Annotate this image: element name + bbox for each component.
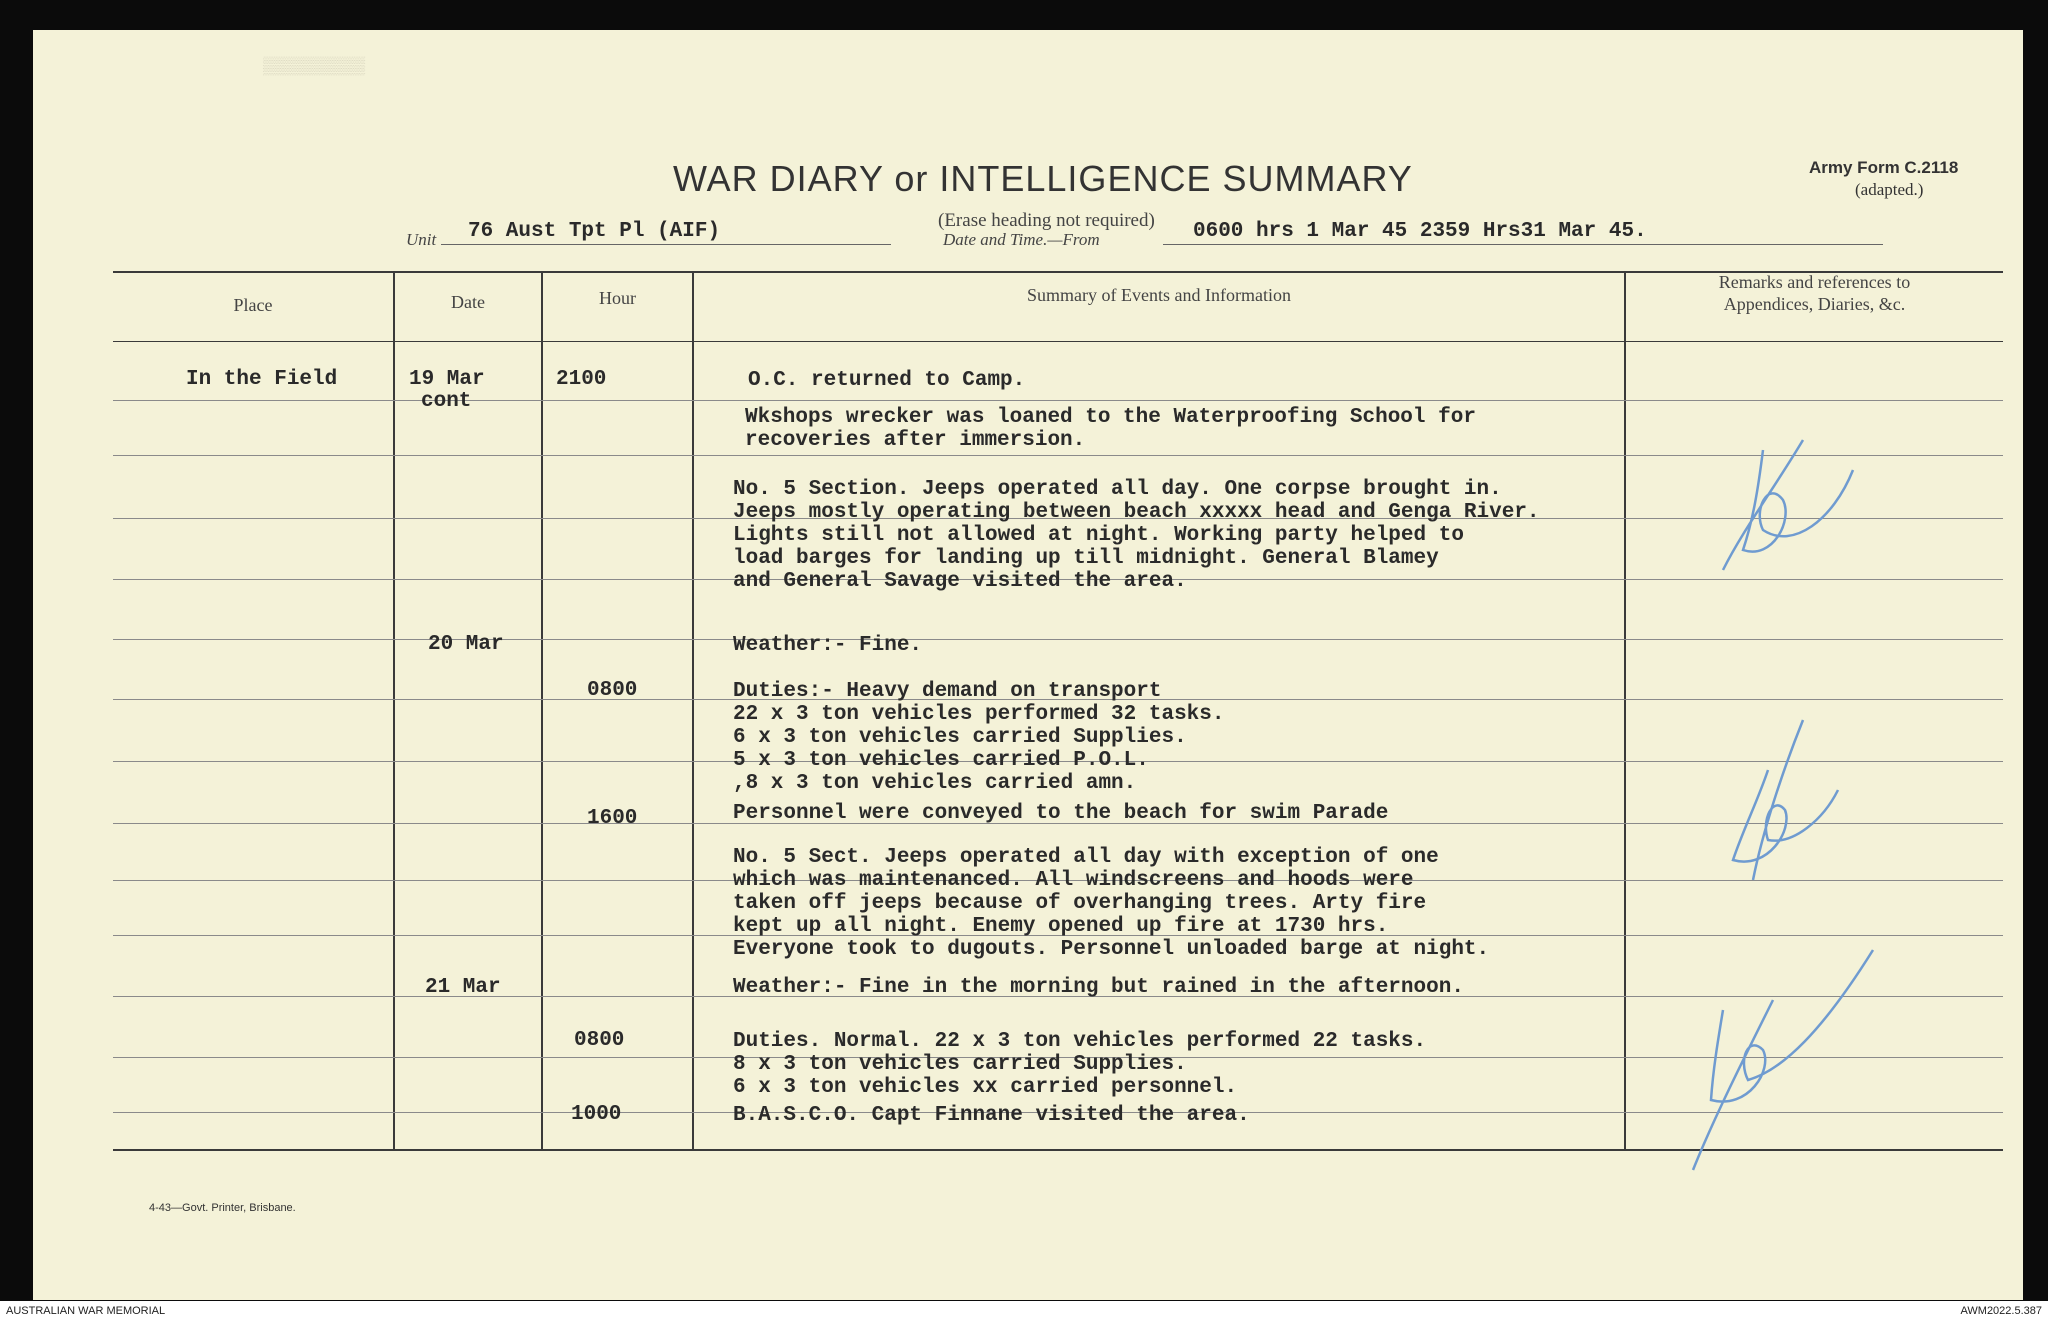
- archive-caption-bar: [0, 1301, 2048, 1321]
- form-number: Army Form C.2118: [1809, 158, 1959, 177]
- col-divider-place: [393, 271, 395, 1151]
- date-line: [1163, 244, 1883, 245]
- archive-reference: AWM2022.5.387: [1960, 1305, 2042, 1317]
- date-label: Date and Time.—From: [943, 230, 1100, 249]
- page-subtitle: (Erase heading not required): [938, 210, 1155, 231]
- col-divider-hour: [692, 271, 694, 1151]
- date-value: 0600 hrs 1 Mar 45 2359 Hrs31 Mar 45.: [1193, 220, 1647, 243]
- entry-line: ,8 x 3 ton vehicles carried amn.: [733, 772, 1137, 795]
- entry-line: load barges for landing up till midnight. General Blamey: [733, 547, 1439, 570]
- form-note: (adapted.): [1855, 180, 1924, 199]
- header-date: Date: [451, 292, 485, 312]
- entry-line: Wkshops wrecker was loaned to the Waterproofing School for: [745, 406, 1476, 429]
- date-cell: 20 Mar: [428, 633, 504, 656]
- col-divider-date: [541, 271, 543, 1151]
- entry-line: taken off jeeps because of overhanging trees. Arty fire: [733, 892, 1427, 915]
- entry-line: kept up all night. Enemy opened up fire at 1730 hrs.: [733, 915, 1389, 938]
- unit-label: Unit: [406, 230, 437, 249]
- entry-line: Duties:- Heavy demand on transport: [733, 680, 1162, 703]
- place-cell: In the Field: [186, 368, 338, 391]
- entry-line: Personnel were conveyed to the beach for swim Parade: [733, 802, 1389, 825]
- printer-imprint: 4-43—Govt. Printer, Brisbane.: [149, 1202, 296, 1214]
- entry-line: and General Savage visited the area.: [733, 570, 1187, 593]
- entry-line: B.A.S.C.O. Capt Finnane visited the area.: [733, 1104, 1250, 1127]
- ruled-line: [113, 400, 2003, 401]
- entry-line: Weather:- Fine.: [733, 634, 923, 657]
- entry-line: No. 5 Sect. Jeeps operated all day with exception of one: [733, 846, 1439, 869]
- header-place: Place: [233, 295, 273, 315]
- bleed-through-text: ▒▒▒▒▒▒▒▒▒▒: [263, 58, 366, 77]
- entry-line: No. 5 Section. Jeeps operated all day. One corpse brought in.: [733, 478, 1502, 501]
- entry-line: Weather:- Fine in the morning but rained in the afternoon.: [733, 976, 1464, 999]
- col-divider-summary: [1624, 271, 1626, 1151]
- entry-line: Everyone took to dugouts. Personnel unloaded barge at night.: [733, 938, 1490, 961]
- header-remarks-line1: Remarks and references to: [1718, 272, 1911, 292]
- entry-line: 6 x 3 ton vehicles xx carried personnel.: [733, 1076, 1238, 1099]
- handwritten-initials-signature: [1673, 680, 1853, 910]
- handwritten-initials-signature: [1663, 410, 1863, 600]
- entry-line: which was maintenanced. All windscreens and hoods were: [733, 869, 1414, 892]
- entry-line: Duties. Normal. 22 x 3 ton vehicles performed 22 tasks.: [733, 1030, 1427, 1053]
- date-cell-cont: cont: [421, 390, 472, 413]
- entry-line: Lights still not allowed at night. Working party helped to: [733, 524, 1464, 547]
- header-remarks-line2: Appendices, Diaries, &c.: [1723, 294, 1906, 314]
- archive-source: AUSTRALIAN WAR MEMORIAL: [6, 1305, 166, 1317]
- hour-cell: 1600: [587, 807, 638, 830]
- diary-page: [33, 30, 2023, 1300]
- ruled-line: [113, 639, 2003, 640]
- entry-line: recoveries after immersion.: [745, 429, 1086, 452]
- header-summary: Summary of Events and Information: [1027, 285, 1291, 305]
- hour-cell: 1000: [571, 1103, 622, 1126]
- unit-line: [441, 244, 891, 245]
- entry-line: 6 x 3 ton vehicles carried Supplies.: [733, 726, 1187, 749]
- entry-line: 8 x 3 ton vehicles carried Supplies.: [733, 1053, 1187, 1076]
- header-rule: [113, 341, 2003, 342]
- date-cell: 19 Mar: [409, 368, 485, 391]
- hour-cell: 0800: [574, 1029, 625, 1052]
- entry-line: Jeeps mostly operating between beach xxxxx head and Genga River.: [733, 501, 1540, 524]
- hour-cell: 2100: [556, 368, 607, 391]
- date-cell: 21 Mar: [425, 976, 501, 999]
- unit-value: 76 Aust Tpt Pl (AIF): [468, 220, 721, 243]
- entry-line: O.C. returned to Camp.: [748, 369, 1026, 392]
- entry-line: 22 x 3 ton vehicles performed 32 tasks.: [733, 703, 1225, 726]
- handwritten-initials-signature: [1653, 920, 1893, 1180]
- header-hour: Hour: [599, 288, 636, 308]
- hour-cell: 0800: [587, 679, 638, 702]
- page-title: WAR DIARY or INTELLIGENCE SUMMARY: [673, 158, 1413, 199]
- entry-line: 5 x 3 ton vehicles carried P.O.L.: [733, 749, 1149, 772]
